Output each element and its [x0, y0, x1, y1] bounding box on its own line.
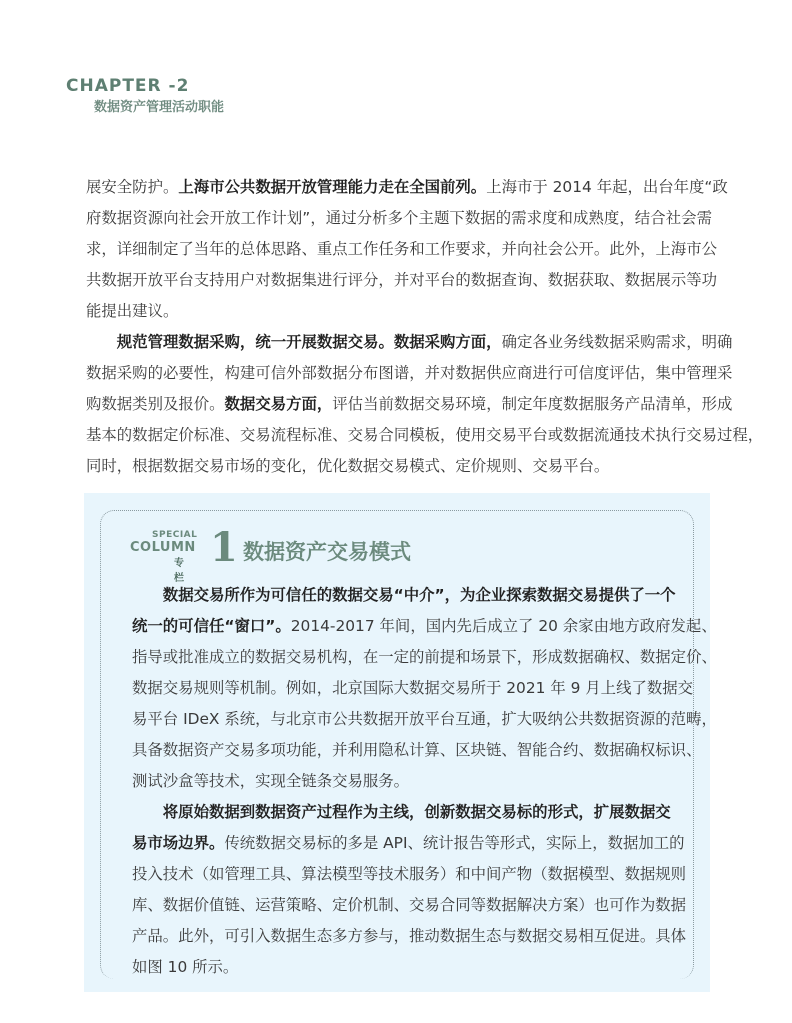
column-label: COLUMN [130, 540, 196, 555]
text-segment: 投入技术（如管理工具、算法模型等技术服务）和中间产物（数据模型、数据规则 [132, 865, 687, 883]
text-segment [132, 586, 163, 604]
text-segment: 能提出建议。 [86, 302, 179, 320]
text-segment: 基本的数据定价标准、交易流程标准、交易合同模板，使用交易平台或数据流通技术执行交易过程， [86, 426, 764, 444]
text-segment: 2014-2017 年间，国内先后成立了 20 余家由地方政府发起、 [290, 617, 717, 635]
text-segment: 库、数据价值链、运营策略、定价机制、交易合同等数据解决方案）也可作为数据 [132, 896, 687, 914]
text-segment: 具备数据资产交易多项功能，并利用隐私计算、区块链、智能合约、数据确权标识、 [132, 741, 702, 759]
text-line [86, 172, 728, 203]
text-line [86, 358, 733, 389]
text-segment: 如图 10 所示。 [132, 958, 239, 976]
body-text [86, 172, 764, 482]
chapter-label: CHAPTER -2 [66, 76, 190, 96]
text-line [86, 420, 764, 451]
text-line [132, 673, 694, 704]
text-segment: 测试沙盒等技术，实现全链条交易服务。 [132, 772, 410, 790]
text-segment: 数据采购的必要性，构建可信外部数据分布图谱，并对数据供应商进行可信度评估，集中管理采 [86, 364, 733, 382]
text-segment: 产品。此外，可引入数据生态多方参与，推动数据生态与数据交易相互促进。具体 [132, 927, 687, 945]
chapter-subtitle: 数据资产管理活动职能 [94, 100, 225, 115]
text-segment: 购数据类别及报价。 [86, 395, 225, 413]
text-line [132, 797, 671, 828]
text-line [86, 203, 712, 234]
column-title: 数据资产交易模式 [243, 540, 411, 564]
text-line [86, 265, 718, 296]
text-segment: 确定各业务线数据采购需求，明确 [501, 333, 733, 351]
text-segment: 上海市于 2014 年起，出台年度“政 [486, 178, 728, 196]
text-line [132, 735, 702, 766]
text-line [132, 890, 687, 921]
special-column-text [132, 580, 717, 983]
text-line [132, 611, 717, 642]
text-segment: 同时，根据数据交易市场的变化，优化数据交易模式、定价规则、交易平台。 [86, 457, 610, 475]
text-segment: 指导或批准成立的数据交易机构，在一定的前提和场景下，形成数据确权、数据定价、 [132, 648, 717, 666]
text-line [86, 296, 712, 327]
bold-text: 数据交易方面， [224, 395, 333, 413]
text-line [86, 234, 718, 265]
text-segment: 求，详细制定了当年的总体思路、重点工作任务和工作要求，并向社会公开。此外，上海市公 [86, 240, 718, 258]
special-label: SPECIAL [152, 530, 198, 540]
text-segment [132, 803, 163, 821]
text-line [132, 859, 687, 890]
text-line [86, 389, 733, 420]
text-segment: 评估当前数据交易环境，制定年度数据服务产品清单，形成 [332, 395, 733, 413]
text-line [132, 921, 687, 952]
bold-text: 易市场边界。 [132, 834, 225, 852]
text-line [132, 952, 664, 983]
text-segment: 传统数据交易标的多是 API、统计报告等形式，实际上，数据加工的 [224, 834, 685, 852]
column-number: 1 [210, 524, 238, 571]
bold-text: 统一的可信任“窗口”。 [132, 617, 291, 635]
text-line [132, 642, 717, 673]
text-segment: 府数据资源向社会开放工作计划”，通过分析多个主题下数据的需求度和成熟度，结合社会需 [86, 209, 712, 227]
text-line [86, 327, 733, 358]
text-segment: 共数据开放平台支持用户对数据集进行评分，并对平台的数据查询、数据获取、数据展示等功 [86, 271, 718, 289]
bold-text: 上海市公共数据开放管理能力走在全国前列。 [178, 178, 487, 196]
text-line [132, 704, 717, 735]
text-line [132, 580, 676, 611]
text-line [86, 451, 712, 482]
zhuanlan-label: 专栏 [174, 558, 184, 584]
bold-text: 数据交易所作为可信任的数据交易“中介”，为企业探索数据交易提供了一个 [162, 586, 676, 604]
text-line [132, 828, 685, 859]
text-segment: 易平台 IDeX 系统，与北京市公共数据开放平台互通，扩大吸纳公共数据资源的范畴， [132, 710, 717, 728]
text-line [132, 766, 664, 797]
text-segment [86, 333, 117, 351]
bold-text: 规范管理数据采购，统一开展数据交易。数据采购方面， [116, 333, 502, 351]
text-segment: 展安全防护。 [86, 178, 179, 196]
bold-text: 将原始数据到数据资产过程作为主线，创新数据交易标的形式，扩展数据交 [162, 803, 671, 821]
text-segment: 数据交易规则等机制。例如，北京国际大数据交易所于 2021 年 9 月上线了数据交 [132, 679, 694, 697]
